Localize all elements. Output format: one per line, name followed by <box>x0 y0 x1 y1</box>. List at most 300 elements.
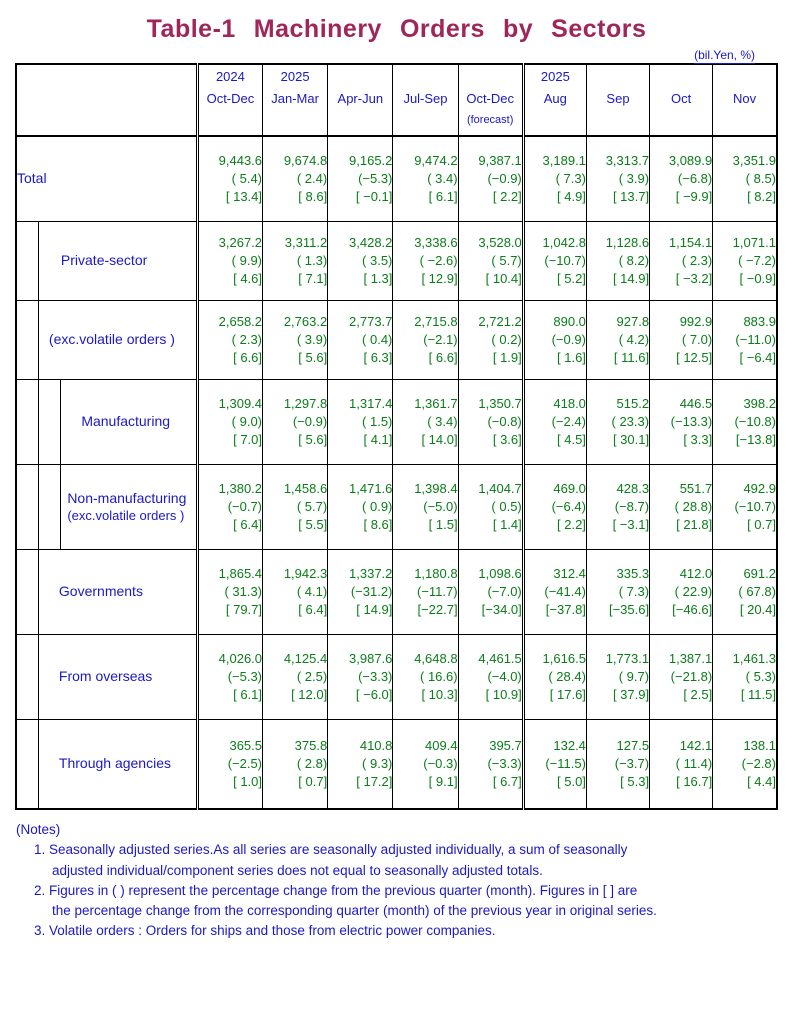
value-level: 1,616.5 <box>542 651 586 667</box>
value-level: 883.9 <box>743 314 776 330</box>
header-col-q2 <box>263 64 328 136</box>
title-word-1: Machinery <box>253 15 382 43</box>
value-level: 4,461.5 <box>478 651 522 667</box>
header-col-m2 <box>586 64 649 136</box>
cell-exc-m1 <box>523 301 586 380</box>
note-item-3-line1: 3. Volatile orders : Orders for ships and those from electric power companies. <box>34 923 496 939</box>
value-level: 1,404.7 <box>478 481 522 497</box>
cell-total-q3 <box>328 136 393 222</box>
note-item-1-line2: adjusted individual/component series does not equal to seasonally adjusted totals. <box>52 862 543 878</box>
cell-total-m3 <box>650 136 713 222</box>
header-period-q1: Oct-Dec <box>206 91 255 106</box>
header-col-q5-forecast <box>458 64 523 136</box>
indent-spacer-0 <box>16 635 38 720</box>
cell-private-q2 <box>263 222 328 301</box>
value-qoq: ( 4.1) <box>296 584 328 600</box>
value-yoy: [ 6.7] <box>492 773 522 789</box>
note-item-1-line1: 1. Seasonally adjusted series.As all series are seasonally adjusted individually, a sum of seasonally <box>34 842 628 858</box>
value-level: 691.2 <box>743 566 776 582</box>
value-level: 2,715.8 <box>414 314 458 330</box>
row-label-governments <box>38 550 197 635</box>
value-yoy: [−13.8] <box>735 431 776 447</box>
value-yoy: [ 5.6] <box>298 349 328 365</box>
value-qoq: ( 7.3) <box>618 584 650 600</box>
value-level: 1,098.6 <box>478 566 522 582</box>
value-yoy: [ 6.6] <box>428 349 458 365</box>
value-yoy: [ 1.4] <box>492 516 522 532</box>
value-level: 9,443.6 <box>218 153 263 169</box>
value-qoq: (−10.7) <box>544 253 586 269</box>
cell-private-m3 <box>650 222 713 301</box>
value-yoy: [ 6.6] <box>233 349 263 365</box>
value-yoy: [ −6.0] <box>355 686 393 702</box>
value-level: 142.1 <box>679 738 713 754</box>
value-level: 2,658.2 <box>218 314 263 330</box>
table-row-through-agencies <box>16 720 777 810</box>
value-yoy: [ 7.1] <box>298 270 328 286</box>
value-level: 375.8 <box>294 738 328 754</box>
header-year-m1: 2025 <box>540 69 570 84</box>
table-row-private-sector <box>16 222 777 301</box>
cell-manufacturing-q4 <box>393 380 458 465</box>
cell-exc-q4 <box>393 301 458 380</box>
value-level: 9,474.2 <box>414 153 458 169</box>
value-yoy: [−46.6] <box>672 601 713 617</box>
table-row-non-manufacturing <box>16 465 777 550</box>
value-yoy: [ 1.0] <box>233 773 263 789</box>
value-level: 1,461.3 <box>732 651 776 667</box>
page-title <box>0 0 793 42</box>
value-level: 469.0 <box>553 481 586 497</box>
value-level: 1,471.6 <box>349 481 393 497</box>
value-yoy: [ 8.6] <box>298 188 328 204</box>
row-label-from-overseas <box>38 635 197 720</box>
value-yoy: [ 4.5] <box>557 431 586 447</box>
value-qoq: (−5.3) <box>227 669 263 685</box>
value-yoy: [ 3.3] <box>683 431 713 447</box>
indent-spacer-1 <box>38 465 60 550</box>
value-level: 132.4 <box>553 738 586 754</box>
value-qoq: ( 8.5) <box>745 171 776 187</box>
value-level: 3,987.6 <box>349 651 393 667</box>
value-yoy: [ −3.2] <box>675 270 713 286</box>
cell-private-m2 <box>586 222 649 301</box>
cell-private-q5 <box>458 222 523 301</box>
header-period-q4: Jul-Sep <box>403 91 448 106</box>
value-yoy: [ 0.7] <box>747 516 776 532</box>
unit-note <box>0 42 793 63</box>
value-yoy: [ 6.4] <box>233 516 263 532</box>
note-item-2-line1: 2. Figures in ( ) represent the percentage change from the previous quarter (month). Figures in [ ] are <box>34 882 638 898</box>
row-label-from-overseas-text: From overseas <box>58 668 153 685</box>
header-period-q2: Jan-Mar <box>271 91 319 106</box>
value-level: 395.7 <box>489 738 522 754</box>
value-level: 312.4 <box>553 566 586 582</box>
value-qoq: (−2.1) <box>423 332 458 348</box>
value-yoy: [ 13.7] <box>612 188 650 204</box>
value-qoq: (−3.3) <box>487 756 522 772</box>
header-col-q1 <box>197 64 262 136</box>
row-label-non-manufacturing-subtext: (exc.volatile orders ) <box>67 507 185 523</box>
value-qoq: (−7.0) <box>487 584 522 600</box>
value-qoq: (−11.0) <box>735 332 776 348</box>
value-yoy: [−34.0] <box>481 601 522 617</box>
indent-spacer-0 <box>16 380 38 465</box>
cell-nonmanufacturing-m3 <box>650 465 713 550</box>
cell-overseas-q4 <box>393 635 458 720</box>
cell-agencies-m2 <box>586 720 649 810</box>
value-qoq: ( 23.3) <box>611 414 650 430</box>
header-corner-cell <box>16 64 197 136</box>
value-yoy: [ −6.4] <box>739 349 776 365</box>
value-qoq: ( 28.8) <box>674 499 713 515</box>
value-qoq: ( 11.4) <box>675 756 713 772</box>
notes-heading: (Notes) <box>16 822 61 837</box>
value-qoq: (−4.0) <box>487 669 522 685</box>
value-level: 515.2 <box>616 396 650 412</box>
cell-exc-q5 <box>458 301 523 380</box>
cell-nonmanufacturing-m4 <box>713 465 777 550</box>
value-level: 1,773.1 <box>605 651 650 667</box>
title-word-4: Sectors <box>551 15 647 43</box>
row-label-non-manufacturing <box>61 465 198 550</box>
cell-overseas-m2 <box>586 635 649 720</box>
table-row-total <box>16 136 777 222</box>
value-qoq: ( 9.3) <box>362 756 393 772</box>
value-qoq: ( 3.4) <box>427 171 458 187</box>
value-level: 4,026.0 <box>218 651 263 667</box>
cell-overseas-m4 <box>713 635 777 720</box>
value-qoq: ( 3.9) <box>296 332 328 348</box>
header-col-m1 <box>523 64 586 136</box>
table-container <box>0 63 793 810</box>
cell-manufacturing-m4 <box>713 380 777 465</box>
value-level: 428.3 <box>616 481 650 497</box>
cell-total-m4 <box>713 136 777 222</box>
indent-spacer-0 <box>16 550 38 635</box>
cell-manufacturing-q5 <box>458 380 523 465</box>
cell-private-q3 <box>328 222 393 301</box>
value-level: 890.0 <box>553 314 586 330</box>
value-yoy: [ 14.9] <box>356 601 393 617</box>
value-qoq: (−2.8) <box>741 756 776 772</box>
cell-overseas-m3 <box>650 635 713 720</box>
cell-manufacturing-m1 <box>523 380 586 465</box>
value-qoq: ( 67.8) <box>738 584 776 600</box>
cell-total-q2 <box>263 136 328 222</box>
value-qoq: (−0.8) <box>487 414 522 430</box>
value-level: 1,071.1 <box>732 235 776 251</box>
value-level: 3,351.9 <box>732 153 776 169</box>
value-qoq: ( 5.7) <box>491 253 522 269</box>
value-qoq: (−5.3) <box>358 171 393 187</box>
value-qoq: ( 3.9) <box>618 171 650 187</box>
value-qoq: ( 5.3) <box>745 669 776 685</box>
value-yoy: [ 11.5] <box>740 686 776 702</box>
value-qoq: (−21.8) <box>670 669 713 685</box>
value-qoq: ( 3.5) <box>362 253 393 269</box>
value-level: 3,089.9 <box>668 153 713 169</box>
value-level: 1,387.1 <box>668 651 713 667</box>
table-header-row <box>16 64 777 136</box>
indent-spacer-0 <box>16 465 38 550</box>
value-yoy: [ 0.7] <box>298 773 328 789</box>
value-qoq: (−6.4) <box>551 499 586 515</box>
value-level: 1,942.3 <box>283 566 328 582</box>
value-level: 4,125.4 <box>283 651 328 667</box>
value-level: 2,763.2 <box>283 314 328 330</box>
value-qoq: (−2.4) <box>551 414 586 430</box>
value-level: 3,528.0 <box>478 235 522 251</box>
value-qoq: ( 1.5) <box>362 414 393 430</box>
cell-agencies-q3 <box>328 720 393 810</box>
value-level: 127.5 <box>616 738 650 754</box>
header-col-q4 <box>393 64 458 136</box>
value-yoy: [ 4.9] <box>557 188 586 204</box>
value-level: 927.8 <box>616 314 650 330</box>
value-level: 1,309.4 <box>218 396 263 412</box>
value-qoq: ( 31.3) <box>224 584 263 600</box>
value-yoy: [ 11.6] <box>613 349 650 365</box>
value-level: 412.0 <box>679 566 713 582</box>
value-yoy: [ 7.0] <box>233 431 263 447</box>
value-qoq: ( 8.2) <box>618 253 650 269</box>
row-label-total-text: Total <box>17 170 47 187</box>
value-level: 4,648.8 <box>414 651 458 667</box>
value-yoy: [ 17.6] <box>549 686 586 702</box>
cell-nonmanufacturing-q5 <box>458 465 523 550</box>
value-yoy: [ 4.1] <box>363 431 393 447</box>
cell-manufacturing-m2 <box>586 380 649 465</box>
value-level: 3,267.2 <box>218 235 263 251</box>
cell-manufacturing-q1 <box>197 380 262 465</box>
value-level: 3,311.2 <box>284 235 328 251</box>
value-yoy: [ 8.6] <box>363 516 393 532</box>
row-label-exc-volatile-text: (exc.volatile orders ) <box>48 331 175 348</box>
value-qoq: ( 0.2) <box>491 332 522 348</box>
row-label-private-sector-text: Private-sector <box>60 252 148 269</box>
value-level: 1,337.2 <box>349 566 393 582</box>
cell-overseas-q3 <box>328 635 393 720</box>
value-qoq: ( 9.7) <box>618 669 650 685</box>
value-level: 418.0 <box>553 396 586 412</box>
value-yoy: [ 4.6] <box>233 270 263 286</box>
header-period-q3: Apr-Jun <box>337 91 384 106</box>
value-level: 9,387.1 <box>478 153 522 169</box>
value-qoq: ( 4.2) <box>618 332 650 348</box>
value-qoq: ( 2.3) <box>231 332 263 348</box>
row-label-non-manufacturing-text: Non-manufacturing <box>67 490 187 507</box>
value-level: 1,865.4 <box>218 566 263 582</box>
value-level: 1,350.7 <box>478 396 522 412</box>
table-row-private-exc-volatile <box>16 301 777 380</box>
value-yoy: [ 1.3] <box>363 270 393 286</box>
value-yoy: [ 3.6] <box>492 431 522 447</box>
value-level: 992.9 <box>679 314 713 330</box>
unit-note-text: (bil.Yen, %) <box>694 48 755 62</box>
value-qoq: (−3.7) <box>614 756 650 772</box>
cell-private-m4 <box>713 222 777 301</box>
cell-nonmanufacturing-q4 <box>393 465 458 550</box>
value-qoq: (−10.7) <box>734 499 776 515</box>
value-yoy: [ 6.3] <box>363 349 393 365</box>
value-yoy: [−22.7] <box>417 601 458 617</box>
value-yoy: [ 2.5] <box>683 686 713 702</box>
cell-manufacturing-m3 <box>650 380 713 465</box>
value-yoy: [ 12.5] <box>676 349 713 365</box>
row-label-private-sector <box>38 222 197 301</box>
table-row-governments <box>16 550 777 635</box>
value-qoq: (−31.2) <box>350 584 393 600</box>
value-yoy: [ 6.4] <box>298 601 328 617</box>
value-level: 1,297.8 <box>283 396 328 412</box>
cell-governments-m4 <box>713 550 777 635</box>
value-yoy: [ 8.2] <box>747 188 776 204</box>
value-level: 409.4 <box>425 738 458 754</box>
title-word-3: by <box>502 15 534 43</box>
value-qoq: (−0.9) <box>551 332 586 348</box>
value-yoy: [ 10.4] <box>485 270 522 286</box>
cell-exc-m2 <box>586 301 649 380</box>
row-label-governments-text: Governments <box>58 583 143 600</box>
note-item-2-line2: the percentage change from the corresponding quarter (month) of the previous year in original series. <box>52 903 657 918</box>
value-qoq: (−6.8) <box>677 171 713 187</box>
value-level: 1,180.8 <box>414 566 458 582</box>
value-yoy: [ 1.5] <box>428 516 458 532</box>
cell-agencies-m4 <box>713 720 777 810</box>
value-qoq: (−8.7) <box>614 499 650 515</box>
header-col-m3 <box>650 64 713 136</box>
value-level: 551.7 <box>679 481 713 497</box>
value-yoy: [ 6.1] <box>233 686 263 702</box>
value-level: 398.2 <box>743 396 776 412</box>
value-level: 2,773.7 <box>349 314 393 330</box>
value-qoq: (−0.3) <box>423 756 458 772</box>
value-yoy: [ 1.6] <box>557 349 586 365</box>
cell-overseas-q5 <box>458 635 523 720</box>
header-year-q1: 2024 <box>215 69 245 84</box>
title-word-2: Orders <box>399 15 485 43</box>
cell-overseas-q2 <box>263 635 328 720</box>
cell-total-m1 <box>523 136 586 222</box>
value-level: 9,165.2 <box>349 153 393 169</box>
value-yoy: [ −3.1] <box>612 516 650 532</box>
cell-nonmanufacturing-q1 <box>197 465 262 550</box>
value-yoy: [ 5.3] <box>620 773 650 789</box>
value-qoq: ( 0.9) <box>362 499 393 515</box>
value-yoy: [ 9.1] <box>428 773 458 789</box>
value-qoq: ( 2.3) <box>681 253 713 269</box>
cell-nonmanufacturing-q3 <box>328 465 393 550</box>
value-level: 3,428.2 <box>349 235 393 251</box>
header-period-m3: Oct <box>671 91 692 106</box>
row-label-total <box>16 136 197 222</box>
value-level: 492.9 <box>743 481 776 497</box>
machinery-orders-table <box>15 63 778 810</box>
value-yoy: [ 1.9] <box>492 349 522 365</box>
cell-nonmanufacturing-q2 <box>263 465 328 550</box>
cell-governments-q3 <box>328 550 393 635</box>
value-yoy: [ 20.4] <box>739 601 776 617</box>
value-yoy: [ 4.4] <box>747 773 776 789</box>
value-qoq: ( 22.9) <box>674 584 713 600</box>
value-level: 1,361.7 <box>414 396 458 412</box>
value-qoq: ( 1.3) <box>296 253 328 269</box>
value-yoy: [ 13.4] <box>225 188 263 204</box>
value-yoy: [ 12.9] <box>421 270 458 286</box>
value-yoy: [ 16.7] <box>676 773 713 789</box>
cell-exc-q2 <box>263 301 328 380</box>
value-level: 138.1 <box>743 738 776 754</box>
value-qoq: ( 5.7) <box>296 499 328 515</box>
value-qoq: (−0.9) <box>292 414 328 430</box>
value-level: 365.5 <box>229 738 263 754</box>
cell-private-m1 <box>523 222 586 301</box>
cell-private-q4 <box>393 222 458 301</box>
header-forecast-label: (forecast) <box>466 114 514 126</box>
cell-agencies-q1 <box>197 720 262 810</box>
cell-agencies-q2 <box>263 720 328 810</box>
value-qoq: ( 2.8) <box>296 756 328 772</box>
cell-governments-m2 <box>586 550 649 635</box>
value-qoq: (−2.5) <box>227 756 263 772</box>
value-level: 2,721.2 <box>478 314 522 330</box>
value-yoy: [ 14.9] <box>612 270 650 286</box>
value-qoq: ( 0.4) <box>362 332 393 348</box>
value-yoy: [ 5.2] <box>557 270 586 286</box>
row-label-through-agencies-text: Through agencies <box>58 755 171 772</box>
value-level: 1,317.4 <box>349 396 393 412</box>
value-level: 1,458.6 <box>283 481 328 497</box>
value-qoq: ( 7.3) <box>555 171 586 187</box>
cell-agencies-m3 <box>650 720 713 810</box>
value-qoq: ( 28.4) <box>548 669 586 685</box>
value-level: 1,154.1 <box>668 235 713 251</box>
notes-section <box>0 810 793 942</box>
value-yoy: [ 5.6] <box>298 431 328 447</box>
header-period-m4: Nov <box>733 91 757 106</box>
cell-governments-q4 <box>393 550 458 635</box>
value-yoy: [ 6.1] <box>428 188 458 204</box>
value-qoq: (−5.0) <box>423 499 458 515</box>
indent-spacer-0 <box>16 720 38 810</box>
cell-governments-q2 <box>263 550 328 635</box>
value-level: 335.3 <box>616 566 650 582</box>
value-qoq: ( −7.2) <box>738 253 776 269</box>
value-yoy: [ −0.1] <box>355 188 393 204</box>
header-period-m2: Sep <box>606 91 630 106</box>
cell-total-q4 <box>393 136 458 222</box>
value-yoy: [ −9.9] <box>675 188 713 204</box>
value-yoy: [ 5.5] <box>298 516 328 532</box>
value-qoq: (−11.7) <box>416 584 458 600</box>
value-yoy: [−35.6] <box>608 601 650 617</box>
value-qoq: ( 0.5) <box>491 499 522 515</box>
value-level: 3,338.6 <box>414 235 458 251</box>
value-level: 410.8 <box>359 738 393 754</box>
cell-private-q1 <box>197 222 262 301</box>
cell-total-q1 <box>197 136 262 222</box>
value-qoq: ( 5.4) <box>231 171 263 187</box>
row-label-manufacturing-text: Manufacturing <box>81 413 171 430</box>
value-yoy: [ 21.8] <box>676 516 713 532</box>
title-word-0: Table-1 <box>146 15 236 43</box>
value-level: 1,042.8 <box>542 235 586 251</box>
value-qoq: (−3.3) <box>358 669 393 685</box>
row-label-through-agencies <box>38 720 197 810</box>
cell-manufacturing-q2 <box>263 380 328 465</box>
indent-spacer-0 <box>16 301 38 380</box>
